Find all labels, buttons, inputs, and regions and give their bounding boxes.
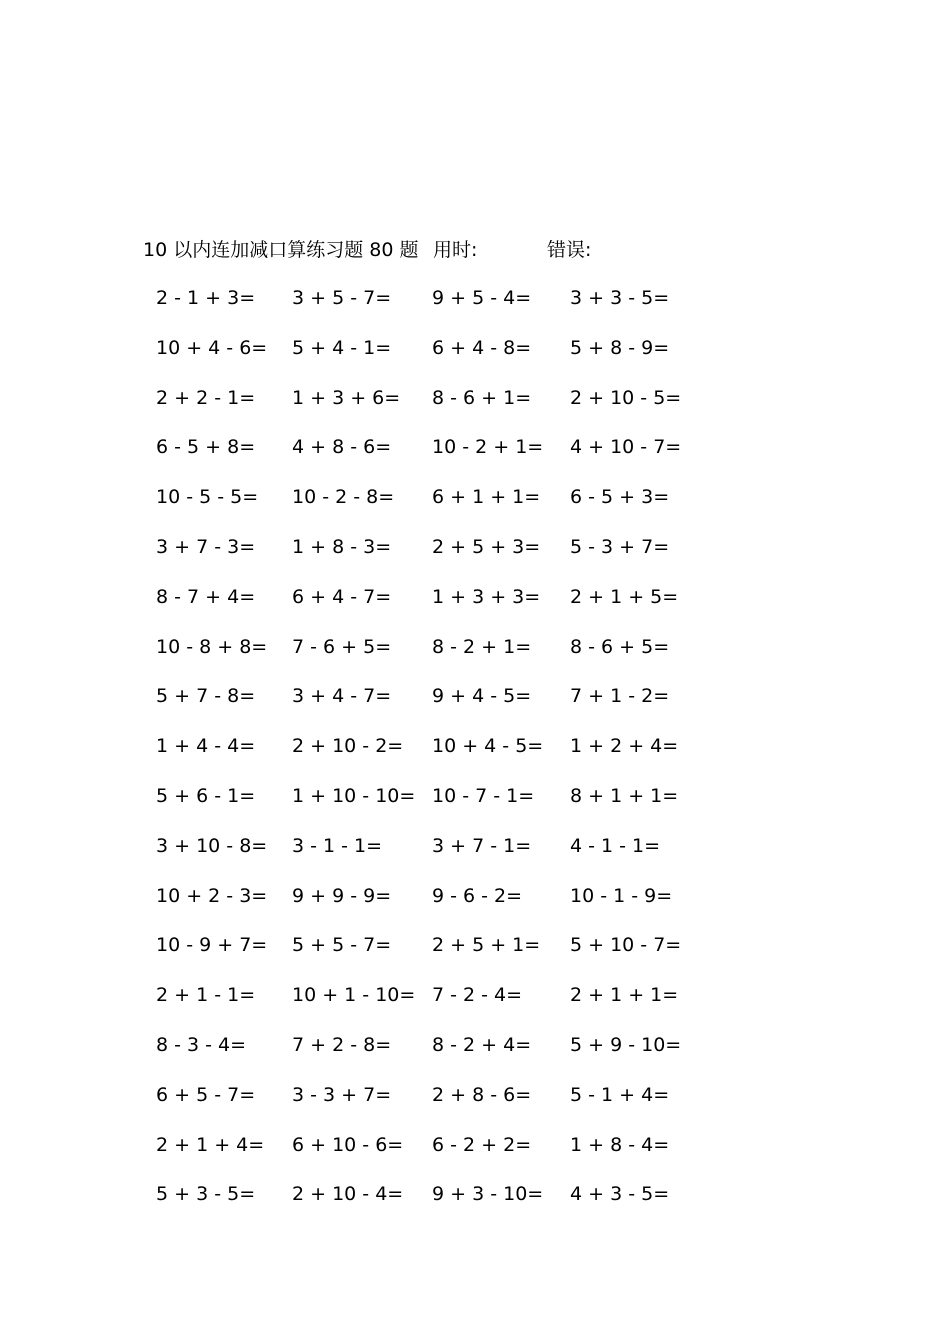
problem: 6 - 5 + 8=: [156, 436, 256, 459]
problem: 2 + 1 - 1=: [156, 984, 256, 1007]
problem: 1 + 10 - 10=: [292, 784, 416, 807]
problem: 10 - 9 + 7=: [156, 934, 268, 957]
problem-row: [0, 384, 950, 434]
problem-row: [0, 732, 950, 782]
problem: 5 + 9 - 10=: [570, 1033, 682, 1056]
problem-row: [0, 284, 950, 334]
worksheet-title: 10 以内连加减口算练习题 80 题: [143, 239, 419, 261]
problem: 10 - 2 + 1=: [432, 436, 544, 459]
problem: 4 + 10 - 7=: [570, 436, 682, 459]
problem: 6 + 5 - 7=: [156, 1083, 256, 1106]
problem: 6 + 1 + 1=: [432, 486, 541, 509]
problem-row: [0, 1031, 950, 1081]
problem: 1 + 8 - 4=: [570, 1133, 670, 1156]
problem: 8 - 2 + 1=: [432, 635, 532, 658]
problem: 7 + 2 - 8=: [292, 1033, 392, 1056]
problem-row: [0, 633, 950, 683]
problem: 3 - 1 - 1=: [292, 834, 383, 857]
problem: 1 + 8 - 3=: [292, 535, 392, 558]
problem: 6 + 4 - 7=: [292, 585, 392, 608]
problem: 6 + 10 - 6=: [292, 1133, 404, 1156]
problem-row: [0, 1081, 950, 1131]
problem: 1 + 2 + 4=: [570, 735, 679, 758]
problem: 8 - 2 + 4=: [432, 1033, 532, 1056]
problem: 2 + 5 + 3=: [432, 535, 541, 558]
problem: 1 + 3 + 3=: [432, 585, 541, 608]
problem: 2 + 10 - 5=: [570, 386, 682, 409]
problem: 6 - 5 + 3=: [570, 486, 670, 509]
problem: 6 - 2 + 2=: [432, 1133, 532, 1156]
problem: 3 + 10 - 8=: [156, 834, 268, 857]
problem: 2 + 1 + 4=: [156, 1133, 265, 1156]
problem: 2 + 1 + 1=: [570, 984, 679, 1007]
problem: 10 - 2 - 8=: [292, 486, 395, 509]
problem: 1 + 3 + 6=: [292, 386, 401, 409]
problem: 8 - 6 + 1=: [432, 386, 532, 409]
problem: 10 - 5 - 5=: [156, 486, 259, 509]
problem-row: [0, 1180, 950, 1230]
time-label: 用时:: [433, 239, 478, 261]
problem: 2 + 10 - 4=: [292, 1183, 404, 1206]
problem: 5 + 6 - 1=: [156, 784, 256, 807]
problem-row: [0, 682, 950, 732]
problem: 1 + 4 - 4=: [156, 735, 256, 758]
problem: 5 - 3 + 7=: [570, 535, 670, 558]
problem: 3 + 7 - 3=: [156, 535, 256, 558]
problem: 5 + 7 - 8=: [156, 685, 256, 708]
worksheet-header: [0, 236, 950, 264]
problem-row: [0, 533, 950, 583]
problem: 9 + 9 - 9=: [292, 884, 392, 907]
problem: 2 - 1 + 3=: [156, 287, 256, 309]
problem: 8 - 6 + 5=: [570, 635, 670, 658]
problem: 5 + 4 - 1=: [292, 336, 392, 359]
problem-row: [0, 433, 950, 483]
problem: 3 + 3 - 5=: [570, 287, 670, 309]
problem: 8 - 7 + 4=: [156, 585, 256, 608]
problem-row: [0, 583, 950, 633]
problem: 4 - 1 - 1=: [570, 834, 661, 857]
problem: 10 + 2 - 3=: [156, 884, 268, 907]
problem: 7 + 1 - 2=: [570, 685, 670, 708]
problem: 6 + 4 - 8=: [432, 336, 532, 359]
problem-row: [0, 1131, 950, 1181]
problem: 9 - 6 - 2=: [432, 884, 523, 907]
problem: 2 + 8 - 6=: [432, 1083, 532, 1106]
problem: 10 + 4 - 5=: [432, 735, 544, 758]
problem: 10 - 1 - 9=: [570, 884, 673, 907]
problem: 10 - 7 - 1=: [432, 784, 535, 807]
problem-row: [0, 882, 950, 932]
problem-row: [0, 483, 950, 533]
problem: 5 + 5 - 7=: [292, 934, 392, 957]
problem: 5 - 1 + 4=: [570, 1083, 670, 1106]
error-label: 错误:: [547, 239, 592, 261]
problem: 9 + 3 - 10=: [432, 1183, 544, 1206]
problem: 2 + 1 + 5=: [570, 585, 679, 608]
problem-row: [0, 931, 950, 981]
problem: 4 + 8 - 6=: [292, 436, 392, 459]
problem: 7 - 6 + 5=: [292, 635, 392, 658]
problem: 3 + 7 - 1=: [432, 834, 532, 857]
problem: 3 - 3 + 7=: [292, 1083, 392, 1106]
problem: 9 + 4 - 5=: [432, 685, 532, 708]
problem: 5 + 3 - 5=: [156, 1183, 256, 1206]
problem: 10 - 8 + 8=: [156, 635, 268, 658]
problem-row: [0, 981, 950, 1031]
problem: 5 + 8 - 9=: [570, 336, 670, 359]
problem: 3 + 4 - 7=: [292, 685, 392, 708]
problem-row: [0, 782, 950, 832]
problem: 2 + 2 - 1=: [156, 386, 256, 409]
problem: 10 + 4 - 6=: [156, 336, 268, 359]
problem-row: [0, 832, 950, 882]
problem: 5 + 10 - 7=: [570, 934, 682, 957]
problem: 10 + 1 - 10=: [292, 984, 416, 1007]
problem: 7 - 2 - 4=: [432, 984, 523, 1007]
problem: 2 + 5 + 1=: [432, 934, 541, 957]
problem-grid: [0, 284, 950, 1230]
problem: 9 + 5 - 4=: [432, 287, 532, 309]
problem: 3 + 5 - 7=: [292, 287, 392, 309]
problem-row: [0, 334, 950, 384]
problem: 8 + 1 + 1=: [570, 784, 679, 807]
problem: 2 + 10 - 2=: [292, 735, 404, 758]
problem: 4 + 3 - 5=: [570, 1183, 670, 1206]
problem: 8 - 3 - 4=: [156, 1033, 247, 1056]
